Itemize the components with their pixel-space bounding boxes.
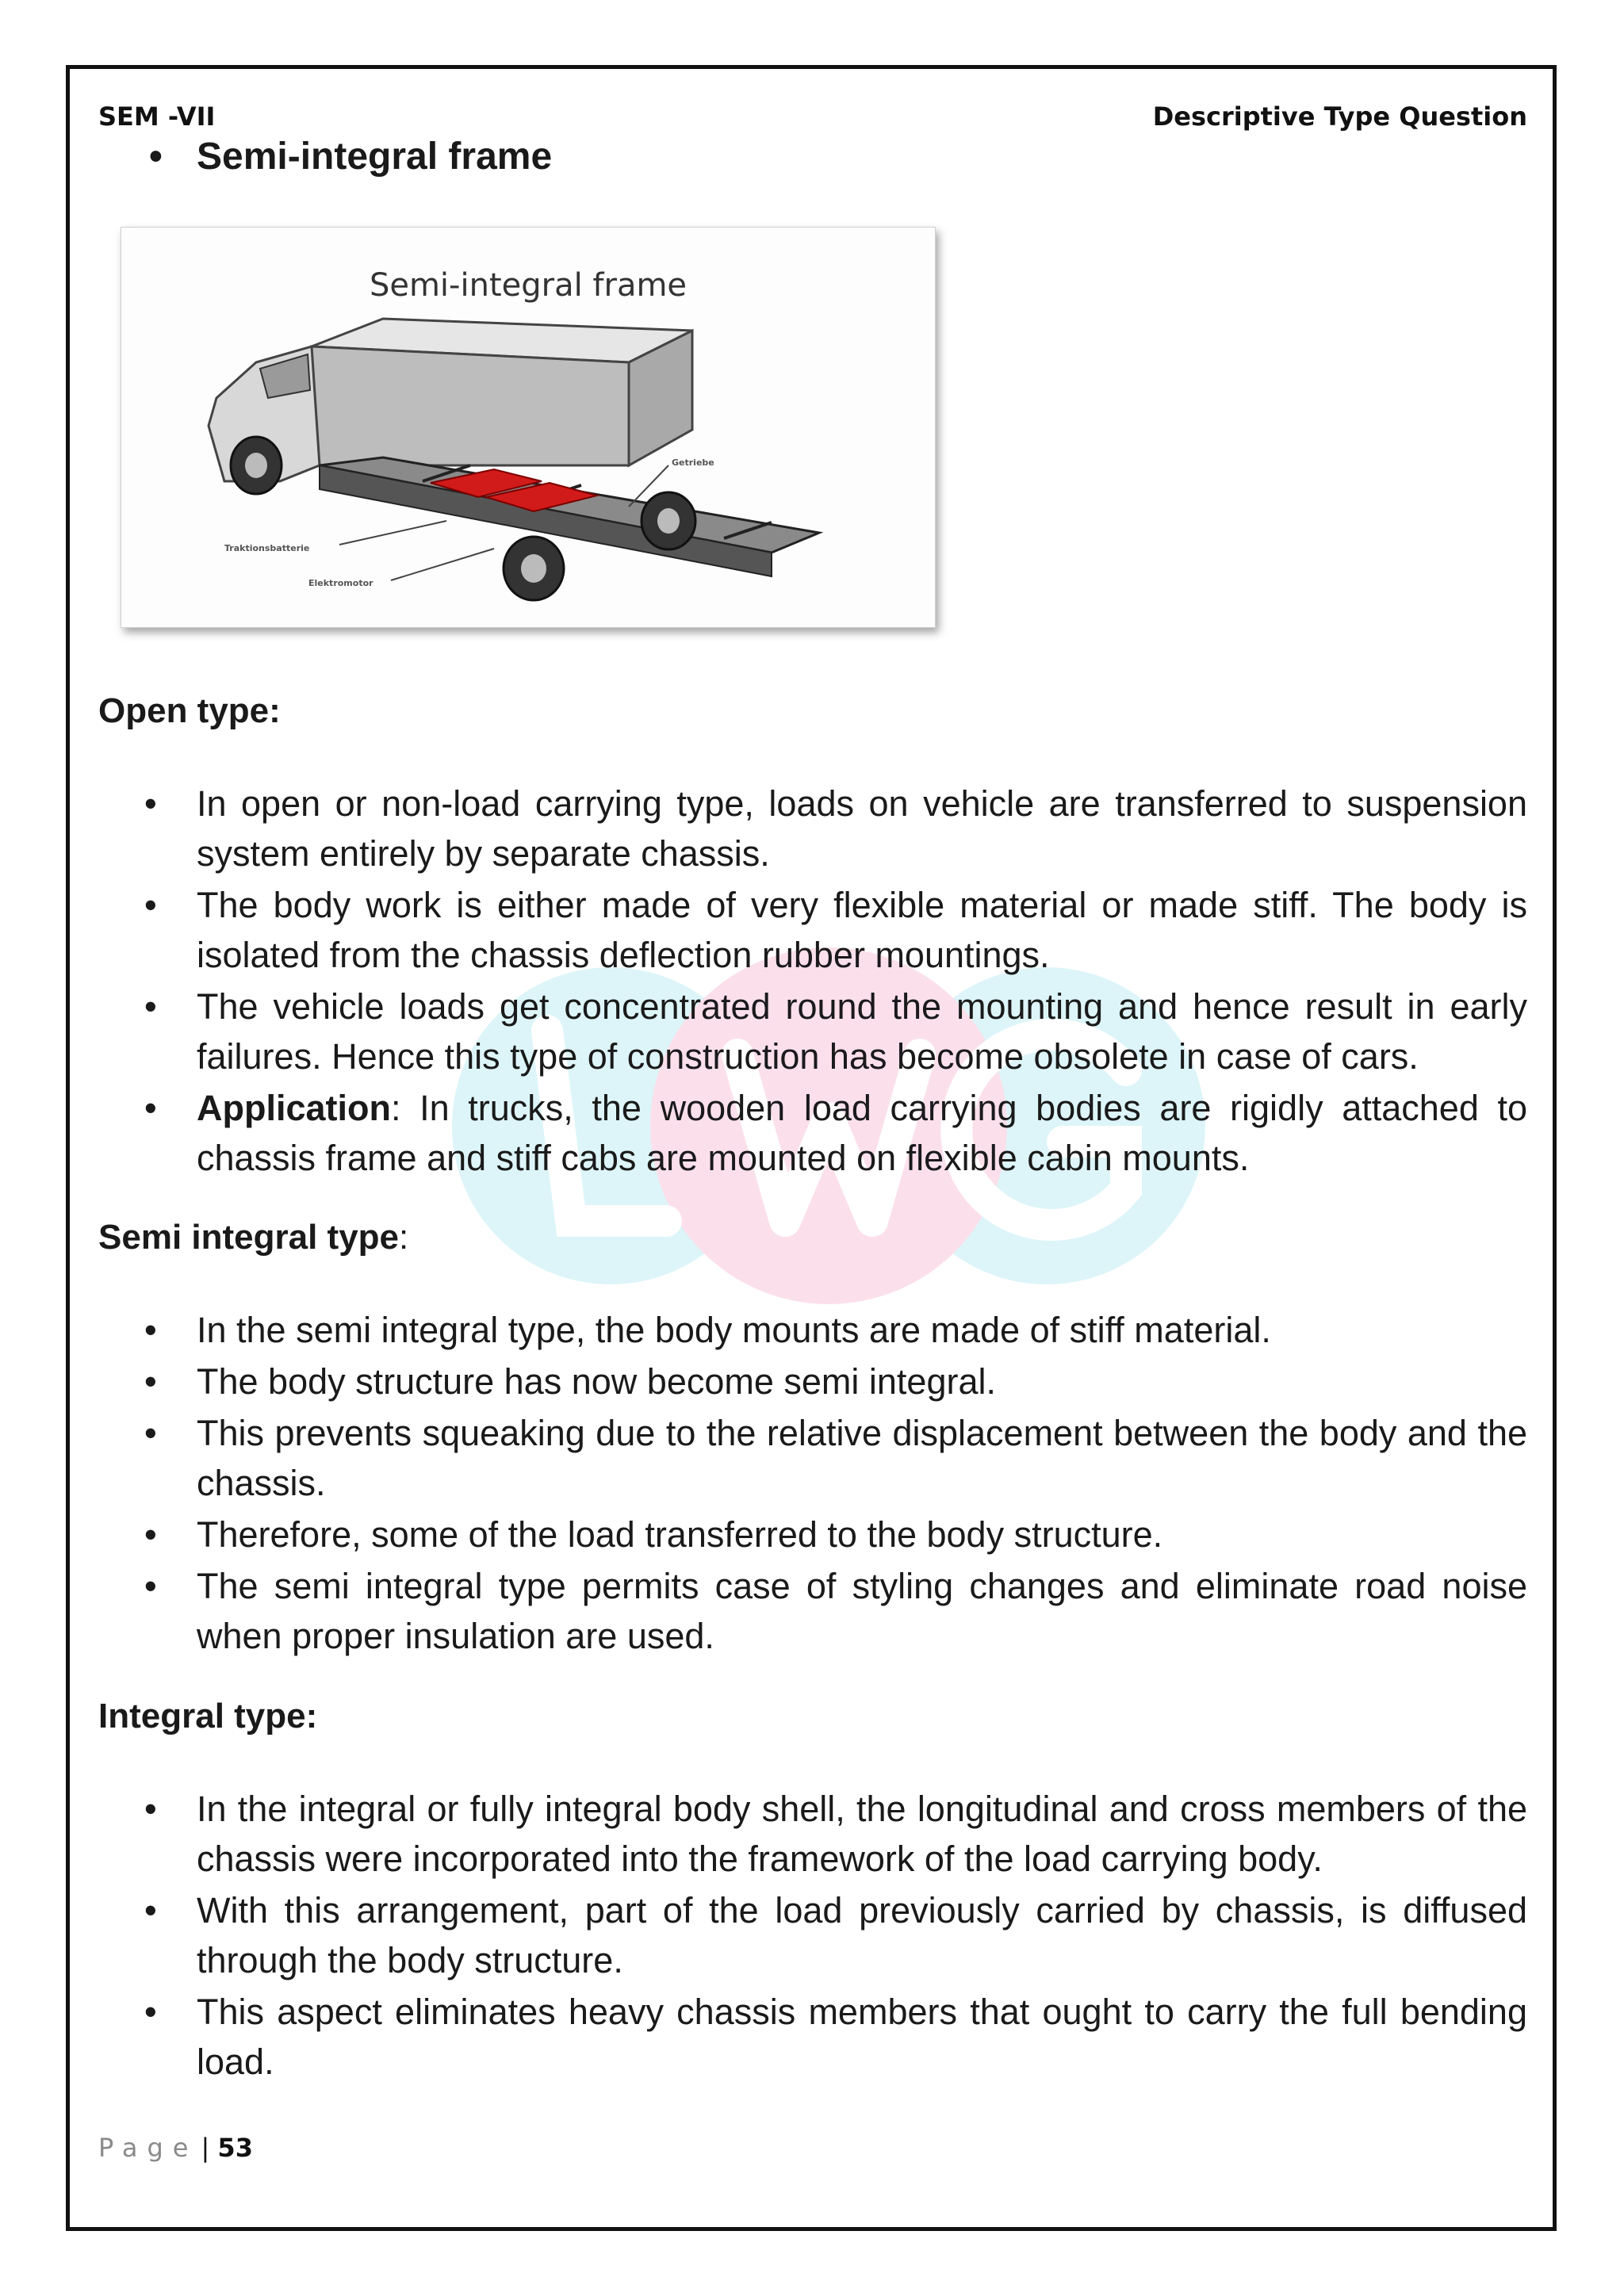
list-item: • The vehicle loads get concentrated round the mounting and hence result in early failures. Hence this type of construction has become obsolete in case of cars. bbox=[98, 982, 1527, 1081]
heading-semi-integral-type: Semi integral type: bbox=[98, 1218, 409, 1257]
bullet-icon: • bbox=[144, 885, 157, 925]
figure-title: Semi-integral frame bbox=[369, 267, 688, 304]
bullet-icon: • bbox=[144, 1310, 157, 1350]
page-word: Page bbox=[98, 2133, 198, 2163]
bullet-icon: • bbox=[144, 783, 157, 824]
heading-open-type: Open type: bbox=[98, 691, 281, 730]
header-semester: SEM -VII bbox=[98, 101, 216, 132]
bullet-icon: • bbox=[144, 1789, 157, 1829]
bullet-icon: • bbox=[144, 1890, 157, 1931]
label-traktionsbatterie: Traktionsbatterie bbox=[224, 543, 310, 553]
heading-integral-type: Integral type: bbox=[98, 1697, 318, 1735]
page-separator: | bbox=[201, 2133, 210, 2163]
list-item: • With this arrangement, part of the load previously carried by chassis, is diffused through the body structure. bbox=[98, 1885, 1527, 1985]
label-elektromotor: Elektromotor bbox=[308, 578, 373, 588]
bullet-icon: • bbox=[144, 986, 157, 1027]
header-question-type: Descriptive Type Question bbox=[1152, 101, 1527, 132]
open-type-list bbox=[98, 779, 1527, 1184]
list-item: • Application: In trucks, the wooden load carrying bodies are rigidly attached to chassis frame and stiff cabs are mounted on flexible cabin mounts. bbox=[98, 1083, 1527, 1183]
bullet-icon: • bbox=[144, 1566, 157, 1606]
list-item: • This prevents squeaking due to the relative displacement between the body and the chassis. bbox=[98, 1408, 1527, 1508]
list-item: • In open or non-load carrying type, loads on vehicle are transferred to suspension system entirely by separate chassis. bbox=[98, 779, 1527, 878]
list-item: • Therefore, some of the load transferred to the body structure. bbox=[98, 1510, 1527, 1559]
page-title: Semi-integral frame bbox=[197, 136, 553, 178]
list-item: • This aspect eliminates heavy chassis members that ought to carry the full bending load. bbox=[98, 1987, 1527, 2087]
label-getriebe: Getriebe bbox=[672, 457, 714, 468]
bullet-icon: • bbox=[144, 1514, 157, 1555]
list-item: • The semi integral type permits case of styling changes and eliminate road noise when proper insulation are used. bbox=[98, 1561, 1527, 1661]
bullet-icon: • bbox=[144, 1413, 157, 1453]
bullet-icon: • bbox=[144, 1361, 157, 1402]
list-item: • In the integral or fully integral body shell, the longitudinal and cross members of the chassis were incorporated into the framework of the load carrying body. bbox=[98, 1784, 1527, 1884]
vehicle-illustration bbox=[121, 228, 935, 627]
semi-integral-frame-figure bbox=[121, 227, 936, 628]
page-number: 53 bbox=[217, 2133, 253, 2163]
list-item: • The body structure has now become semi integral. bbox=[98, 1357, 1527, 1406]
bullet-icon: • bbox=[149, 136, 163, 178]
page-footer bbox=[98, 2133, 253, 2163]
application-label: Application bbox=[197, 1088, 391, 1128]
list-item: • In the semi integral type, the body mounts are made of stiff material. bbox=[98, 1305, 1527, 1355]
integral-type-list bbox=[98, 1784, 1527, 2088]
bullet-icon: • bbox=[144, 1992, 157, 2032]
semi-integral-type-list bbox=[98, 1305, 1527, 1663]
bullet-icon: • bbox=[144, 1088, 157, 1128]
list-item: • The body work is either made of very flexible material or made stiff. The body is isolated from the chassis deflection rubber mountings. bbox=[98, 880, 1527, 980]
